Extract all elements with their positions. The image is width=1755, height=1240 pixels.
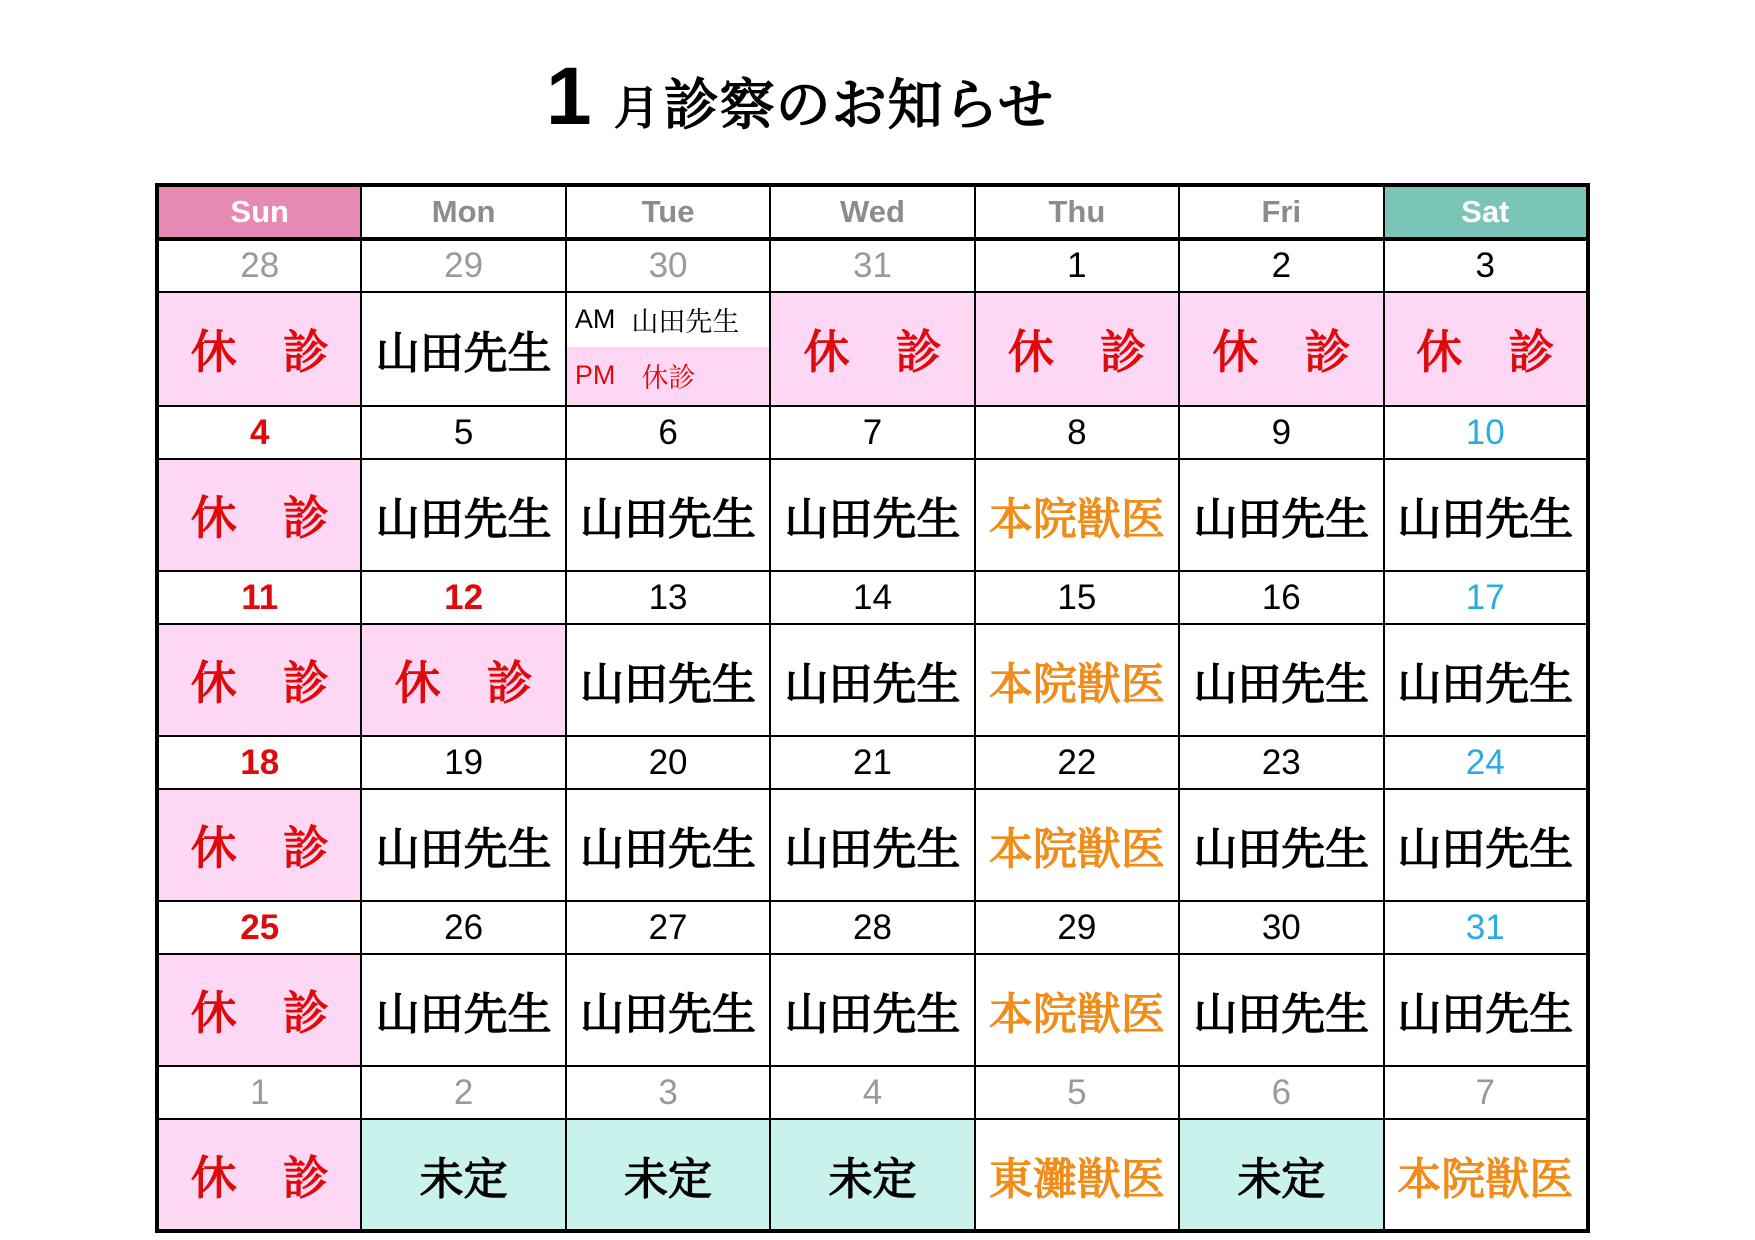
page-title — [0, 50, 1600, 144]
date-cell-11: 11 — [157, 571, 361, 624]
schedule-cell-hospital: 東灘獣医 — [975, 1119, 1179, 1231]
day-header-mon: Mon — [361, 185, 565, 239]
am-schedule — [567, 293, 769, 347]
schedule-cell-doctor: 山田先生 — [1384, 789, 1588, 901]
pm-label: PM — [574, 360, 616, 391]
am-pm-split — [567, 293, 769, 405]
schedule-cell-doctor: 山田先生 — [770, 954, 974, 1066]
schedule-cell-tbd: 未定 — [1179, 1119, 1383, 1231]
date-cell-6: 6 — [1179, 1066, 1383, 1119]
date-cell-28: 28 — [770, 901, 974, 954]
schedule-cell-hospital: 本院獣医 — [975, 459, 1179, 571]
schedule-cell-doctor: 山田先生 — [1179, 624, 1383, 736]
schedule-cell-doctor: 山田先生 — [361, 292, 565, 406]
date-cell-26: 26 — [361, 901, 565, 954]
schedule-cell-doctor: 山田先生 — [1179, 459, 1383, 571]
week-4-schedule-row — [157, 789, 1588, 901]
date-cell-22: 22 — [975, 736, 1179, 789]
day-header-fri: Fri — [1179, 185, 1383, 239]
date-cell-17: 17 — [1384, 571, 1588, 624]
date-cell-28: 28 — [157, 239, 361, 292]
date-cell-7: 7 — [770, 406, 974, 459]
schedule-cell-closed: 休 診 — [770, 292, 974, 406]
date-cell-1: 1 — [157, 1066, 361, 1119]
date-cell-31: 31 — [770, 239, 974, 292]
date-cell-20: 20 — [566, 736, 770, 789]
date-cell-29: 29 — [975, 901, 1179, 954]
schedule-cell-closed: 休 診 — [1384, 292, 1588, 406]
date-cell-5: 5 — [975, 1066, 1179, 1119]
pm-schedule — [567, 347, 769, 405]
week-6-schedule-row — [157, 1119, 1588, 1231]
week-1-schedule-row — [157, 292, 1588, 406]
schedule-cell-hospital: 本院獣医 — [975, 624, 1179, 736]
date-cell-24: 24 — [1384, 736, 1588, 789]
date-cell-21: 21 — [770, 736, 974, 789]
date-cell-15: 15 — [975, 571, 1179, 624]
date-cell-5: 5 — [361, 406, 565, 459]
date-cell-13: 13 — [566, 571, 770, 624]
week-5-schedule-row — [157, 954, 1588, 1066]
date-cell-30: 30 — [566, 239, 770, 292]
week-2-date-row — [157, 406, 1588, 459]
date-cell-10: 10 — [1384, 406, 1588, 459]
schedule-cell-doctor: 山田先生 — [566, 954, 770, 1066]
schedule-cell-hospital: 本院獣医 — [1384, 1119, 1588, 1231]
month-number: 1 — [546, 51, 594, 142]
schedule-cell-doctor: 山田先生 — [566, 624, 770, 736]
date-cell-8: 8 — [975, 406, 1179, 459]
schedule-cell-doctor: 山田先生 — [361, 459, 565, 571]
am-text: 山田先生 — [631, 307, 740, 338]
week-5-date-row — [157, 901, 1588, 954]
day-header-thu: Thu — [975, 185, 1179, 239]
date-cell-3: 3 — [566, 1066, 770, 1119]
schedule-cell-doctor: 山田先生 — [1384, 954, 1588, 1066]
week-3-schedule-row — [157, 624, 1588, 736]
date-cell-3: 3 — [1384, 239, 1588, 292]
date-cell-19: 19 — [361, 736, 565, 789]
schedule-cell-tbd: 未定 — [566, 1119, 770, 1231]
day-header-row — [157, 185, 1588, 239]
date-cell-7: 7 — [1384, 1066, 1588, 1119]
day-header-tue: Tue — [566, 185, 770, 239]
schedule-cell-closed: 休 診 — [157, 789, 361, 901]
day-header-sat: Sat — [1384, 185, 1588, 239]
schedule-cell-am-pm — [566, 292, 770, 406]
schedule-cell-closed: 休 診 — [361, 624, 565, 736]
schedule-cell-doctor: 山田先生 — [1179, 954, 1383, 1066]
schedule-cell-doctor: 山田先生 — [1384, 624, 1588, 736]
schedule-cell-doctor: 山田先生 — [1179, 789, 1383, 901]
week-6-date-row — [157, 1066, 1588, 1119]
schedule-cell-doctor: 山田先生 — [770, 459, 974, 571]
schedule-cell-doctor: 山田先生 — [361, 789, 565, 901]
date-cell-1: 1 — [975, 239, 1179, 292]
date-cell-6: 6 — [566, 406, 770, 459]
day-header-wed: Wed — [770, 185, 974, 239]
date-cell-25: 25 — [157, 901, 361, 954]
calendar-table — [155, 183, 1590, 1233]
date-cell-4: 4 — [770, 1066, 974, 1119]
schedule-cell-doctor: 山田先生 — [770, 789, 974, 901]
schedule-cell-tbd: 未定 — [361, 1119, 565, 1231]
date-cell-30: 30 — [1179, 901, 1383, 954]
date-cell-18: 18 — [157, 736, 361, 789]
date-cell-2: 2 — [361, 1066, 565, 1119]
am-label: AM — [574, 304, 616, 335]
schedule-cell-doctor: 山田先生 — [566, 459, 770, 571]
date-cell-14: 14 — [770, 571, 974, 624]
schedule-cell-closed: 休 診 — [157, 459, 361, 571]
calendar-body — [157, 239, 1588, 1231]
schedule-cell-doctor: 山田先生 — [566, 789, 770, 901]
month-suffix: 月 — [613, 82, 660, 134]
schedule-cell-hospital: 本院獣医 — [975, 789, 1179, 901]
date-cell-12: 12 — [361, 571, 565, 624]
date-cell-9: 9 — [1179, 406, 1383, 459]
date-cell-29: 29 — [361, 239, 565, 292]
schedule-cell-closed: 休 診 — [975, 292, 1179, 406]
title-text: 診察のお知らせ — [663, 74, 1054, 136]
date-cell-2: 2 — [1179, 239, 1383, 292]
schedule-cell-hospital: 本院獣医 — [975, 954, 1179, 1066]
schedule-cell-closed: 休 診 — [157, 292, 361, 406]
week-4-date-row — [157, 736, 1588, 789]
week-2-schedule-row — [157, 459, 1588, 571]
week-1-date-row — [157, 239, 1588, 292]
week-3-date-row — [157, 571, 1588, 624]
schedule-cell-tbd: 未定 — [770, 1119, 974, 1231]
day-header-sun: Sun — [157, 185, 361, 239]
schedule-cell-closed: 休 診 — [157, 624, 361, 736]
date-cell-31: 31 — [1384, 901, 1588, 954]
date-cell-23: 23 — [1179, 736, 1383, 789]
schedule-cell-doctor: 山田先生 — [361, 954, 565, 1066]
schedule-cell-closed: 休 診 — [157, 954, 361, 1066]
date-cell-27: 27 — [566, 901, 770, 954]
date-cell-16: 16 — [1179, 571, 1383, 624]
date-cell-4: 4 — [157, 406, 361, 459]
pm-text: 休診 — [641, 363, 696, 394]
schedule-cell-closed: 休 診 — [157, 1119, 361, 1231]
schedule-cell-doctor: 山田先生 — [1384, 459, 1588, 571]
schedule-cell-closed: 休 診 — [1179, 292, 1383, 406]
schedule-cell-doctor: 山田先生 — [770, 624, 974, 736]
